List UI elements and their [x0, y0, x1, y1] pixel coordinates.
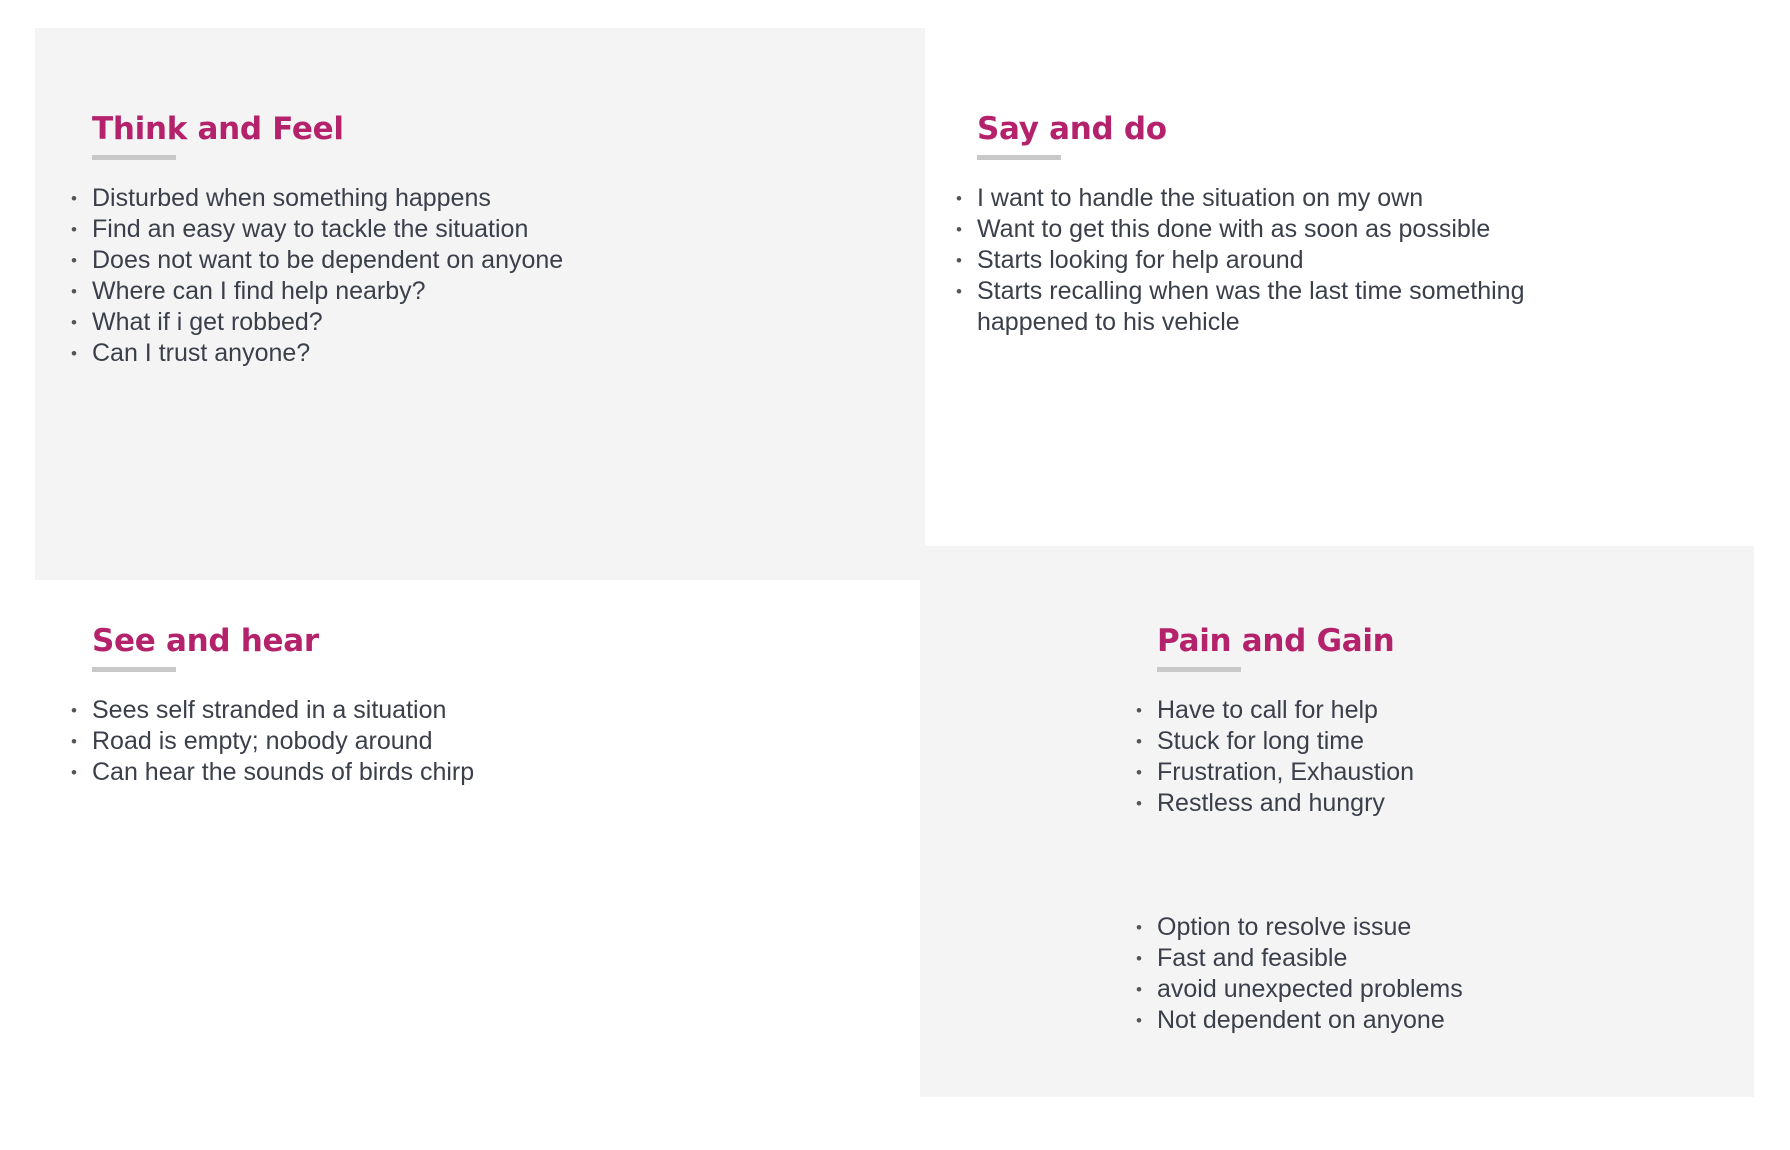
say-do-title: Say and do: [977, 111, 1167, 147]
list-item: • Restless and hungry: [1157, 788, 1414, 819]
list-item: • Road is empty; nobody around: [92, 726, 474, 757]
see-hear-underline: [92, 667, 176, 672]
think-feel-underline: [92, 155, 176, 160]
list-item: • Does not want to be dependent on anyone: [92, 245, 563, 276]
list-item: • Where can I find help nearby?: [92, 276, 563, 307]
pain-gain-section: [1157, 623, 1395, 659]
list-item: • Can I trust anyone?: [92, 338, 563, 369]
list-item: • Find an easy way to tackle the situation: [92, 214, 563, 245]
say-do-list: [977, 183, 1577, 338]
think-feel-title: Think and Feel: [92, 111, 344, 147]
list-item: • Not dependent on anyone: [1157, 1005, 1463, 1036]
see-hear-list: [92, 695, 474, 788]
say-do-underline: [977, 155, 1061, 160]
pain-gain-title: Pain and Gain: [1157, 623, 1395, 659]
say-do-section: [977, 111, 1167, 147]
list-item: • Fast and feasible: [1157, 943, 1463, 974]
list-item: • Can hear the sounds of birds chirp: [92, 757, 474, 788]
list-item: • Want to get this done with as soon as possible: [977, 214, 1577, 245]
list-item: • Starts recalling when was the last time something happened to his vehicle: [977, 276, 1577, 338]
list-item: • Option to resolve issue: [1157, 912, 1463, 943]
list-item: • Stuck for long time: [1157, 726, 1414, 757]
list-item: • What if i get robbed?: [92, 307, 563, 338]
list-item: • Disturbed when something happens: [92, 183, 563, 214]
pain-list: [1157, 695, 1414, 819]
list-item: • Have to call for help: [1157, 695, 1414, 726]
list-item: • Sees self stranded in a situation: [92, 695, 474, 726]
think-feel-list: [92, 183, 563, 369]
list-item: • Frustration, Exhaustion: [1157, 757, 1414, 788]
think-feel-section: [92, 111, 344, 147]
list-item: • Starts looking for help around: [977, 245, 1577, 276]
see-hear-title: See and hear: [92, 623, 319, 659]
pain-gain-underline: [1157, 667, 1241, 672]
gain-list: [1157, 912, 1463, 1036]
see-hear-section: [92, 623, 319, 659]
list-item: • avoid unexpected problems: [1157, 974, 1463, 1005]
list-item: • I want to handle the situation on my own: [977, 183, 1577, 214]
